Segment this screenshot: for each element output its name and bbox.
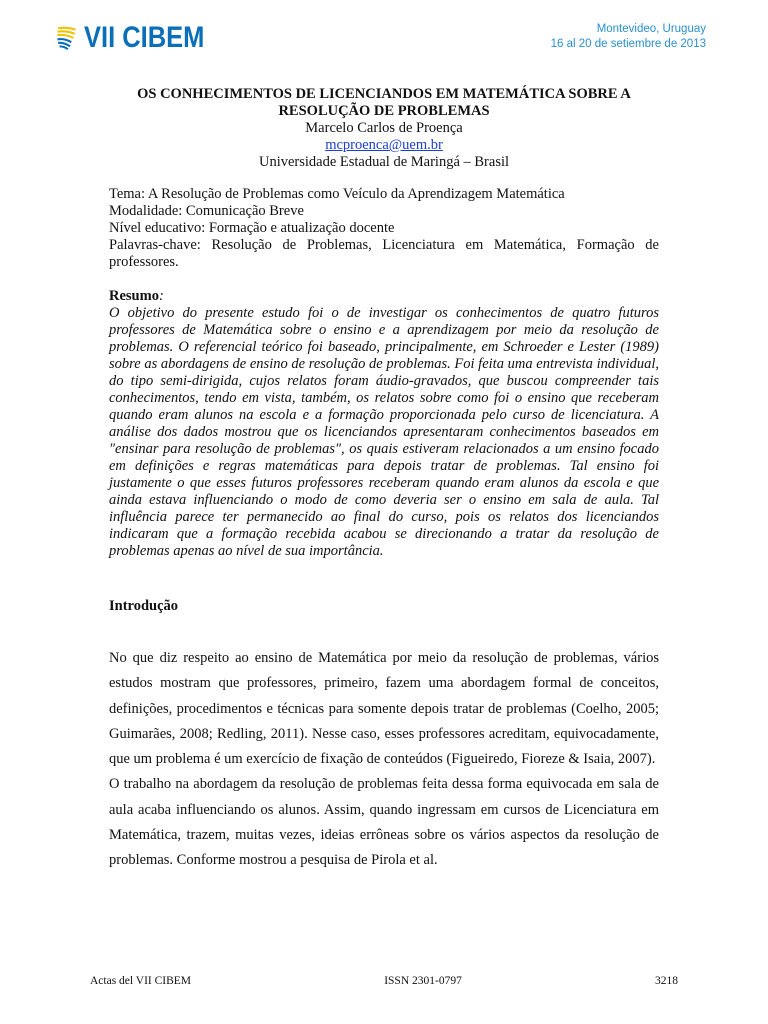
- author-email-link[interactable]: mcproenca@uem.br: [325, 137, 443, 153]
- cibem-logo: [56, 18, 226, 58]
- abstract-section: [109, 288, 659, 560]
- meta-palavras-chave: Palavras-chave: Resolução de Problemas, Licenciatura em Matemática, Formação de professores.: [109, 237, 659, 270]
- logo-text: VII CIBEM: [84, 21, 205, 54]
- intro-paragraph-2: O trabalho na abordagem da resolução de problemas feita dessa forma equivocada em sala de aula acaba influenciando os alunos. Assim, quando ingressam em cursos de Licenciatura em Matemática, trazem, muitas vezes, ideias errôneas sobre os vários aspectos da resolução de problemas. Conforme mostrou a pesquisa de Pirola et al.: [109, 776, 659, 869]
- page-footer: [90, 975, 678, 987]
- intro-paragraph-1: No que diz respeito ao ensino de Matemática por meio da resolução de problemas, vários estudos mostram que professores, primeiro, fazem uma abordagem formal de conceitos, definições, procedimentos e técnicas para somente depois tratar de problemas (Coelho, 2005; Guimarães, 2008; Redling, 2011). Nesse caso, esses professores acreditam, equivocadamente, que um problema é um exercício de fixação de conteúdos (Figueiredo, Fioreze & Isaia, 2007).: [109, 650, 659, 768]
- paper-title-line-2: RESOLUÇÃO DE PROBLEMAS: [278, 103, 490, 119]
- intro-heading: Introdução: [109, 598, 179, 614]
- event-info: [551, 22, 706, 52]
- footer-proceedings: Actas del VII CIBEM: [90, 975, 192, 987]
- footer-issn: ISSN 2301-0797: [384, 975, 462, 987]
- footer-page-number: 3218: [655, 975, 678, 987]
- author-affiliation: Universidade Estadual de Maringá – Brasil: [258, 154, 510, 170]
- logo-emblem-icon: [56, 20, 78, 56]
- abstract-label-colon: :: [158, 288, 164, 304]
- abstract-label: Resumo: [109, 288, 159, 304]
- meta-tema: Tema: A Resolução de Problemas como Veículo da Aprendizagem Matemática: [109, 186, 565, 202]
- paper-metadata: [109, 186, 659, 271]
- event-location: Montevideo, Uruguay: [596, 23, 706, 35]
- title-block: [100, 86, 668, 171]
- meta-modalidade: Modalidade: Comunicação Breve: [109, 203, 304, 219]
- intro-body: [109, 646, 659, 874]
- page-header: [0, 0, 768, 70]
- meta-nivel: Nível educativo: Formação e atualização docente: [109, 220, 395, 236]
- event-dates: 16 al 20 de setiembre de 2013: [550, 38, 706, 50]
- abstract-text: O objetivo do presente estudo foi o de investigar os conhecimentos de quatro futuros professores de Matemática sobre o ensino e a aprendizagem por meio da resolução de problemas. O referencial teórico foi baseado, principalmente, em Schroeder e Lester (1989) sobre as abordagens de ensino de resolução de problemas. Foi feita uma entrevista individual, do tipo semi-dirigida, cujos relatos foram áudio-gravados, que buscou compreender tais conhecimentos, tendo em vista, também, os relatos sobre como foi o ensino que receberam quando eram alunos na escola e a formação proporcionada pelo curso de licenciatura. A análise dos dados mostrou que os licenciandos apresentaram conhecimentos baseados em ″ensinar para resolução de problemas″, os quais estiveram relacionados a um ensino focado em definições e regras matemáticas para depois tratar de problemas. Tal ensino foi justamente o que esses futuros professores receberam quando eram alunos da escola e que ainda estava influenciando o modo de como deveria ser o ensino em sala de aula. Tal influência parece ter permanecido ao final do curso, pois os relatos dos licenciandos indicaram que a formação recebida acabou se direcionando a tratar da resolução de problemas apenas ao nível de sua importância.: [109, 305, 659, 559]
- author-name: Marcelo Carlos de Proença: [305, 120, 463, 136]
- paper-title-line-1: OS CONHECIMENTOS DE LICENCIANDOS EM MATEMÁTICA SOBRE A: [137, 86, 631, 102]
